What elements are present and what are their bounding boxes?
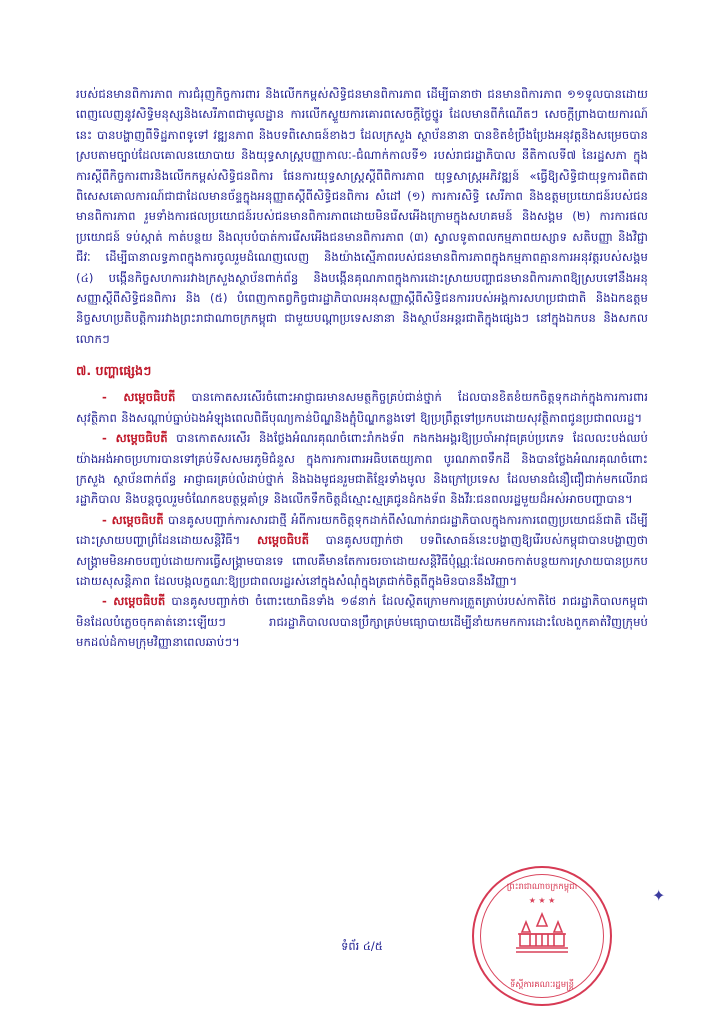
body-paragraph-1: របស់ជនមានពិការភាព ការជំរុញកិច្ចការពារ និងលើកកម្ពស់សិទ្ធិជនមានពិការភាព ដើម្បីធានាថា ជនមានពិការភាព ១១ទូលបានដោយពេញលេញនូវសិទ្ធិមនុស្សនិងសេរីភាពជាមូលដ្ឋាន ការលើកស្ទួយការគោរពសេចក្ដីថ្លៃថ្នូរ ដែលមានពីកំណើតៗ សេចក្ដីព្រាងបាយការណ៍នេះ បានបង្ហាញពីទិដ្ឋភាពទូទៅ វឌ្ឍនភាព និងបទពិសោធន៍ខាងៗ ដែលក្រសួង ស្ថាប័ននានា បានខិតខំប្រឹងប្រែងអនុវត្តនិងសម្រេចបានស្របតាមច្បាប់ដែលគោលនយោបាយ និងយុទ្ធសាស្ត្របញ្ញាកាលៈ-ជំណាក់កាលទី១ របស់រាជរដ្ឋាភិបាល នីតិកាលទី៧ នៃរដ្ឋសភា ក្នុងការស្ដីពីកិច្ចការពារនិងលើកកម្ពស់សិទ្ធិជនពិការ ផែនការយុទ្ធសាស្ត្រស្ដីពីពិការភាព យុទ្ធសាស្ត្រអភិវឌ្ឍន៍ «ធ្វើឱ្យសិទ្ធិជាយុទ្ធការពិតជាពិសេសគោលការណ៍ជាជាដែលមានច័ន្ទក្នុងអនុញ្ញាតស្ដីពីសិទ្ធិជនពិការ សំដៅ (១) ការការសិទ្ធិ សេរីភាព និងឧត្តមប្រយោជន៍របស់ជនមានពិការភាព រួមទាំងការផលប្រយោជន៍របស់ជនមានពិការភាពដោយមិនរើសអើងក្រោមក្នុងសហគមន៍ និងសង្គម (២) ការការផលប្រយោជន៍ ទប់ស្កាត់ កាត់បន្ថយ និងលុបបំបាត់ការរើសអើងជនមានពិការភាព (៣) ស្វាលទូតាពលកម្មភាពយស្សាទ សតិបញ្ញា និងវិជ្ជាជីវៈ ដើម្បីធានាលទ្ធភាពក្នុងការចូលរួមដំណេញលេញ និងយ៉ាងស្មើភាពរបស់ជនមានពិការភាពក្នុងកម្មភាពគ្មានការអនុវត្តរបស់សង្គម (៤) បង្កើនកិច្ចសហការរវាងក្រសួងស្ថាប័នពាក់ព័ន្ធ និងបង្កើនគុណភាពក្នុងការដោះស្រាយបញ្ហាជនមានពិការភាពឱ្យស្របទៅនឹងអនុសញ្ញាស្ដីពីសិទ្ធិជនពិការ និង (៥) បំពេញកាតព្វកិច្ចជារដ្ឋាភិបាលអនុសញ្ញាស្ដីពីសិទ្ធិជនការរបស់អង្គការសហប្រជាជាតិ និងឯកឧត្តមនិច្ចសហប្រតិបត្តិការរវាងព្រះរាជាណាចក្រកម្ពុជា ជាមួយបណ្ដាប្រទេសនានា និងស្ថាប័នអន្តរជាតិក្នុងផ្សេងៗ នៅក្នុងឯកបន និងសកលលោកៗ: [76, 87, 648, 346]
bullet-text-3b: បានគូសបញ្ជាក់ថា បទពិសោធន៍នេះបង្ហាញឱ្យរើរបស់កម្ពុជាបានបង្ហាញថា សង្គ្រាមមិនអាចបញ្ចប់ដោយការធ្វើសង្គ្រាមបានទេ ពោលគឺមានតែការចរចាដោយសន្ដិវិធីបុំណ្ណៈដែលអាចកាត់បន្ថយការស្រាយបានប្រកបដោយសុសន្ដិភាព ដែលបង្កលក្ខណៈឱ្យប្រជាពលរដ្ឋរស់នៅក្នុងសំណុំក្នុងត្រជាក់ចិត្តពីក្នុងមិនបាននឹងវិញ្ញា។: [76, 533, 649, 588]
bullet-lead-3b: សម្ដេចធិបតី: [256, 533, 310, 548]
bullet-item-4: [76, 591, 648, 652]
seal-top-text: ព្រះរាជាណាចក្រកម្ពុជា: [506, 882, 578, 892]
section-heading-other-issues: ៧. បញ្ហាផ្សេងៗ: [76, 363, 152, 379]
bullet-item-1: [76, 387, 648, 428]
page-number: ទំព័រ ៤/៥: [341, 939, 383, 953]
bullet-dash-2: -: [102, 431, 116, 446]
bullet-text-2: បានកោតសរសើរ និងថ្លែងអំណរគុណចំពោះរាំកងទ័ព កងកងអង្គរឱ្យប្រចាំអាវុធគ្រប់ប្រភេទ ដែលលះបង់ឈប់យ៉ាងអង់អាចប្រហារបានទៅគ្រប់ទីសសមរភូមិជំនួស ក្នុងការការពារអធិបតេយ្យភាព បូរណភាពទឹកដី និងបានថ្លែងអំណរគុណចំពោះក្រសួង ស្ថាប័នពាក់ព័ន្ធ អាជ្ញាធរគ្រប់លំដាប់ថ្នាក់ និងឯងមូជនរួមជាតិខ្មែរទាំងមូល និងក្រៅប្រទេស ដែលមានជំនឿជឿជាក់មកលើរាជរដ្ឋាភិបាល និងបន្តចូលរួមចំណែកឧបត្ថម្ភគាំទ្រ និងលើកទឹកចិត្តដ៏ស្មោះស្មគ្រជូនដំកងទ័ព និងវីរៈជនពលរដ្ឋមួយដ៏អស់អាចបញ្ហាបាន។: [76, 431, 648, 507]
bullet-text-3: បានគូសបញ្ជាក់ការសារជាថ្មី អំពីការយកចិត្តទុកដាក់ពីសំណាក់រាជរដ្ឋាភិបាលក្នុងការការពេញប្រយោជន៍ជាតិ ដើម្បីដោះស្រាយបញ្ហាព្រំដែនដោយសន្ដិវិធី។: [76, 512, 648, 548]
seal-outer-ring: [472, 866, 612, 1006]
bullet-text-4: បានគូសបញ្ជាក់ថា ចំពោះយោធិនទាំង ១៨នាក់ ដែលស្ថិតក្រោមការត្រួតត្រាប់របស់កាតិថៃ រាជរដ្ឋាភិបាលកម្ពុជាមិនដែលបំភ្លេចចុកគាត់នោះឡើយៗ រាជរដ្ឋាភិបាលលបានប្រឹក្សាគ្រប់មធ្យោបាយដើម្បីនាំយកមកការដោះលែងពួកគាត់វិញក្រុមប់មកដល់ដំកាមក្រុមវិញ្ញានាពេលឆាប់ៗ។: [76, 594, 648, 650]
seal-stars: ★ ★ ★: [528, 896, 556, 905]
bullet-text-1: បានកោតសរសើរចំពោះអាជ្ញាធរមានសមត្ថកិច្ចគ្រប់ជាន់ថ្នាក់ ដែលបានខិតខំយកចិត្តទុកដាក់ក្នុងការការពារសុវត្ថិភាព និងសណ្ដាប់ធ្នាប់ឯងអំឡុងពេលពិធីបុណ្យកាន់បិណ្ឌនិងភ្ជុំបិណ្ឌកន្លងទៅ ឱ្យប្រព្រឹត្តទៅប្រកបដោយសុវត្ថិភាពជូនប្រជាពលរដ្ឋ។: [76, 390, 648, 425]
bullet-item-2: [76, 428, 648, 510]
bullet-lead-2: សម្ដេចធិបតី: [115, 431, 168, 446]
bullet-lead-4: សម្ដេចធិបតី: [113, 594, 166, 609]
signature-mark: ✦: [652, 886, 666, 905]
bullet-dash-1: -: [102, 390, 124, 405]
bullet-dash-3: -: [102, 512, 112, 527]
bullet-lead-3: សម្ដេចធិបតី: [111, 512, 164, 527]
document-body: [76, 84, 648, 653]
seal-bottom-text: ទីស្ដីការគណៈរដ្ឋមន្ត្រី: [509, 980, 575, 990]
official-seal: [472, 866, 612, 1006]
seal-inner-ring: [480, 874, 604, 998]
bullet-dash-4: -: [102, 594, 114, 609]
bullet-lead-1: សម្ដេចធិបតី: [123, 390, 176, 405]
bullet-item-3: [76, 510, 648, 592]
